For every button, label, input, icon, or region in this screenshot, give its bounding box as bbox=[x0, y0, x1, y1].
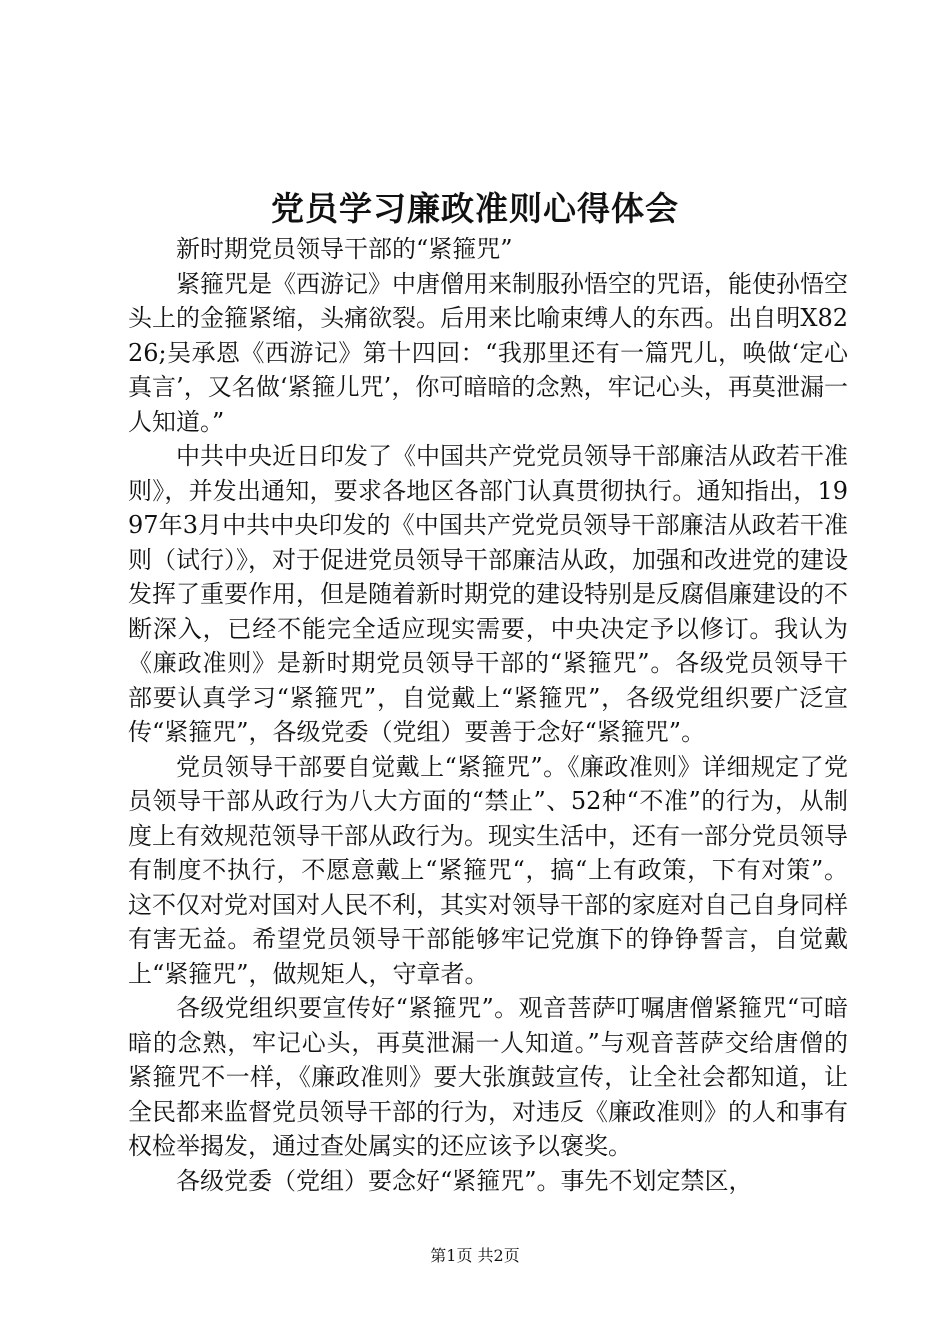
document-title: 党员学习廉政准则心得体会 bbox=[271, 189, 679, 228]
page-footer: 第1页 共2页 bbox=[430, 1246, 520, 1265]
paragraph-3: 党员领导干部要自觉戴上“紧箍咒”。《廉政准则》详细规定了党员领导干部从政行为八大方面的“禁止”、52种“不准”的行为，从制度上有效规范领导干部从政行为。现实生活中，还有一部分党员领导有制度不执行，不愿意戴上“紧箍咒“，搞“上有政策，下有对策”。这不仅对党对国对人民不利，其实对领导干部的家庭对自己自身同样有害无益。希望党员领导干部能够牢记党旗下的铮铮誓言，自觉戴上“紧箍咒”，做规矩人，守章者。 bbox=[128, 752, 848, 988]
paragraph-4: 各级党组织要宣传好“紧箍咒”。观音菩萨叮嘱唐僧紧箍咒“可暗暗的念熟，牢记心头，再莫泄漏一人知道。”与观音菩萨交给唐僧的紧箍咒不一样，《廉政准则》要大张旗鼓宣传，让全社会都知道，让全民都来监督党员领导干部的行为，对违反《廉政准则》的人和事有权检举揭发，通过查处属实的还应该予以褒奖。 bbox=[128, 994, 848, 1160]
paragraph-subtitle: 新时期党员领导干部的“紧箍咒” bbox=[176, 235, 513, 263]
paragraph-2: 中共中央近日印发了《中国共产党党员领导干部廉洁从政若干准则》，并发出通知，要求各地区各部门认真贯彻执行。通知指出，1997年3月中共中央印发的《中国共产党党员领导干部廉洁从政若干准则（试行）》，对于促进党员领导干部廉洁从政，加强和改进党的建设发挥了重要作用，但是随着新时期党的建设特别是反腐倡廉建设的不断深入，已经不能完全适应现实需要，中央决定予以修订。我认为《廉政准则》是新时期党员领导干部的“紧箍咒”。各级党员领导干部要认真学习“紧箍咒”，自觉戴上“紧箍咒”，各级党组织要广泛宣传“紧箍咒”，各级党委（党组）要善于念好“紧箍咒”。 bbox=[128, 442, 848, 746]
paragraph-5: 各级党委（党组）要念好“紧箍咒”。事先不划定禁区， bbox=[176, 1166, 753, 1195]
document-body bbox=[128, 232, 848, 1198]
paragraph-1: 紧箍咒是《西游记》中唐僧用来制服孙悟空的咒语，能使孙悟空头上的金箍紧缩，头痛欲裂。后用来比喻束缚人的东西。出自明X8226;吴承恩《西游记》第十四回：“我那里还有一篇咒儿，唤做‘定心真言’，又名做‘紧箍儿咒’，你可暗暗的念熟，牢记心头，再莫泄漏一人知道。” bbox=[128, 269, 848, 436]
